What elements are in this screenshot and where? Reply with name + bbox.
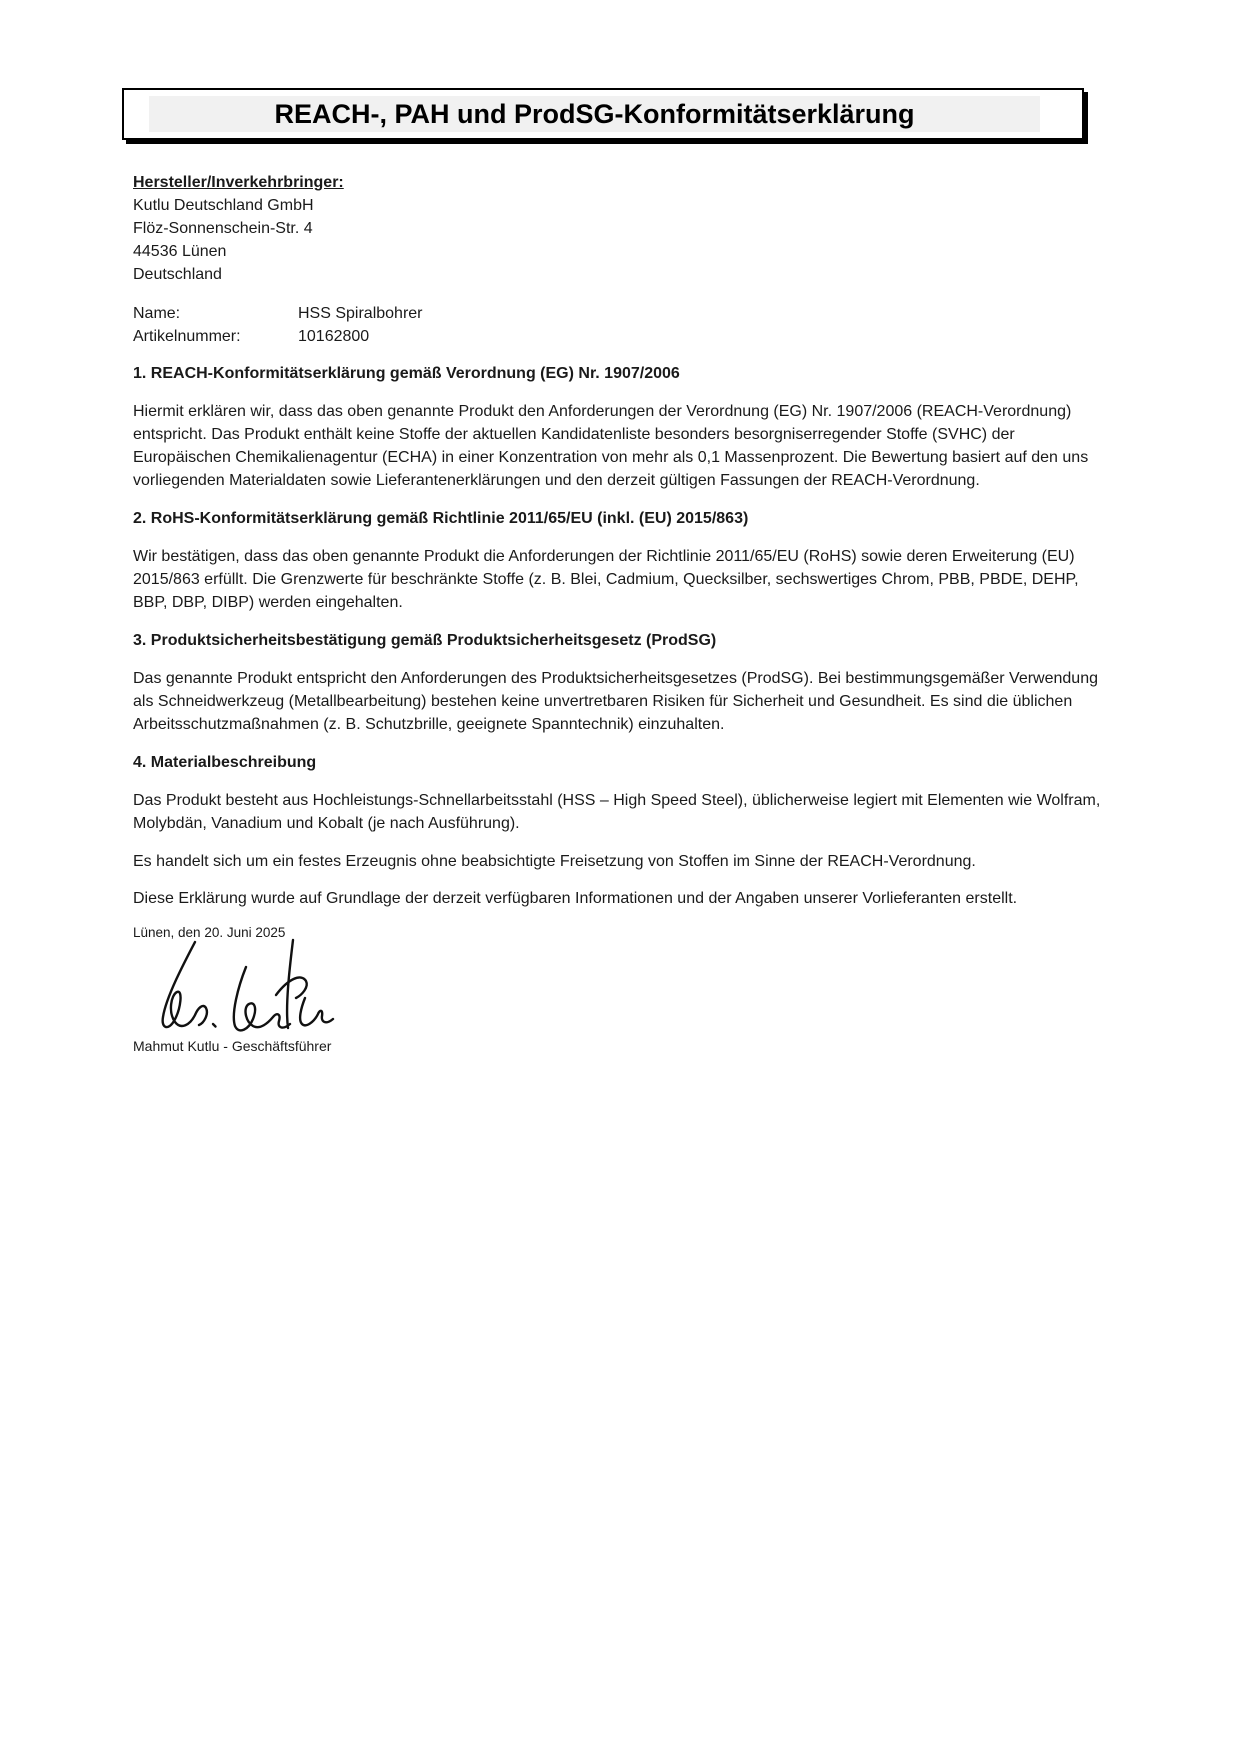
product-article-value: 10162800	[298, 328, 370, 345]
document-body	[133, 171, 1107, 1055]
product-article-label: Artikelnummer:	[133, 328, 241, 345]
section-prodsg-heading: 3. Produktsicherheitsbestätigung gemäß Produktsicherheitsgesetz (ProdSG)	[133, 632, 717, 649]
manufacturer-street: Flöz-Sonnenschein-Str. 4	[133, 220, 313, 237]
manufacturer-country: Deutschland	[133, 266, 222, 283]
signature-image	[149, 937, 349, 1035]
product-name-label: Name:	[133, 305, 181, 322]
manufacturer-address	[133, 194, 1107, 286]
manufacturer-company: Kutlu Deutschland GmbH	[133, 197, 314, 214]
section-material-heading: 4. Materialbeschreibung	[133, 754, 317, 771]
section-rohs-body: Wir bestätigen, dass das oben genannte Produkt die Anforderungen der Richtlinie 2011/65/EU (RoHS) sowie deren Erweiterung (EU) 2015/863 erfüllt. Die Grenzwerte für beschränkte Stoffe (z. B. Blei, Cadmium, Quecksilber, sechswertiges Chrom, PBB, PBDE, DEHP, BBP, DBP, DIBP) werden eingehalten.	[133, 548, 1079, 611]
section-rohs	[133, 507, 1107, 614]
title-banner	[122, 88, 1084, 140]
manufacturer-heading: Hersteller/Inverkehrbringer:	[133, 174, 344, 191]
place-date-line: Lünen, den 20. Juni 2025	[133, 925, 286, 940]
section-material	[133, 751, 1107, 835]
product-name-value: HSS Spiralbohrer	[298, 305, 423, 322]
section-prodsg	[133, 629, 1107, 736]
manufacturer-city: 44536 Lünen	[133, 243, 227, 260]
signer-name: Mahmut Kutlu - Geschäftsführer	[133, 1038, 332, 1054]
product-article-row	[133, 325, 1107, 348]
document-title: REACH-, PAH und ProdSG-Konformitätserklärung	[149, 96, 1040, 132]
section-material-body: Das Produkt besteht aus Hochleistungs-Schnellarbeitsstahl (HSS – High Speed Steel), üblicherweise legiert mit Elementen wie Wolfram, Molybdän, Vanadium und Kobalt (je nach Ausführung).	[133, 792, 1101, 832]
section-prodsg-body: Das genannte Produkt entspricht den Anforderungen des Produktsicherheitsgesetzes (ProdSG). Bei bestimmungsgemäßer Verwendung als Schneidwerkzeug (Metallbearbeitung) bestehen keine unvertretbaren Risiken für Sicherheit und Gesundheit. Es sind die üblichen Arbeitsschutzmaßnahmen (z. B. Schutzbrille, geeignete Spanntechnik) einzuhalten.	[133, 670, 1098, 733]
section-reach	[133, 362, 1107, 492]
closing-paragraph-2: Diese Erklärung wurde auf Grundlage der derzeit verfügbaren Informationen und der Angaben unserer Vorlieferanten erstellt.	[133, 890, 1018, 907]
section-rohs-heading: 2. RoHS-Konformitätserklärung gemäß Richtlinie 2011/65/EU (inkl. (EU) 2015/863)	[133, 510, 749, 527]
product-name-row	[133, 302, 1107, 325]
product-block	[133, 302, 1107, 348]
section-reach-body: Hiermit erklären wir, dass das oben genannte Produkt den Anforderungen der Verordnung (EG) Nr. 1907/2006 (REACH-Verordnung) entspricht. Das Produkt enthält keine Stoffe der aktuellen Kandidatenliste besonders besorgniserregender Stoffe (SVHC) der Europäischen Chemikalienagentur (ECHA) in einer Konzentration von mehr als 0,1 Massenprozent. Die Bewertung basiert auf den uns vorliegenden Materialdaten sowie Lieferantenerklärungen und den derzeit gültigen Fassungen der REACH-Verordnung.	[133, 403, 1089, 489]
section-reach-heading: 1. REACH-Konformitätserklärung gemäß Verordnung (EG) Nr. 1907/2006	[133, 365, 680, 382]
closing-paragraph-1: Es handelt sich um ein festes Erzeugnis ohne beabsichtigte Freisetzung von Stoffen im Sinne der REACH-Verordnung.	[133, 853, 976, 870]
